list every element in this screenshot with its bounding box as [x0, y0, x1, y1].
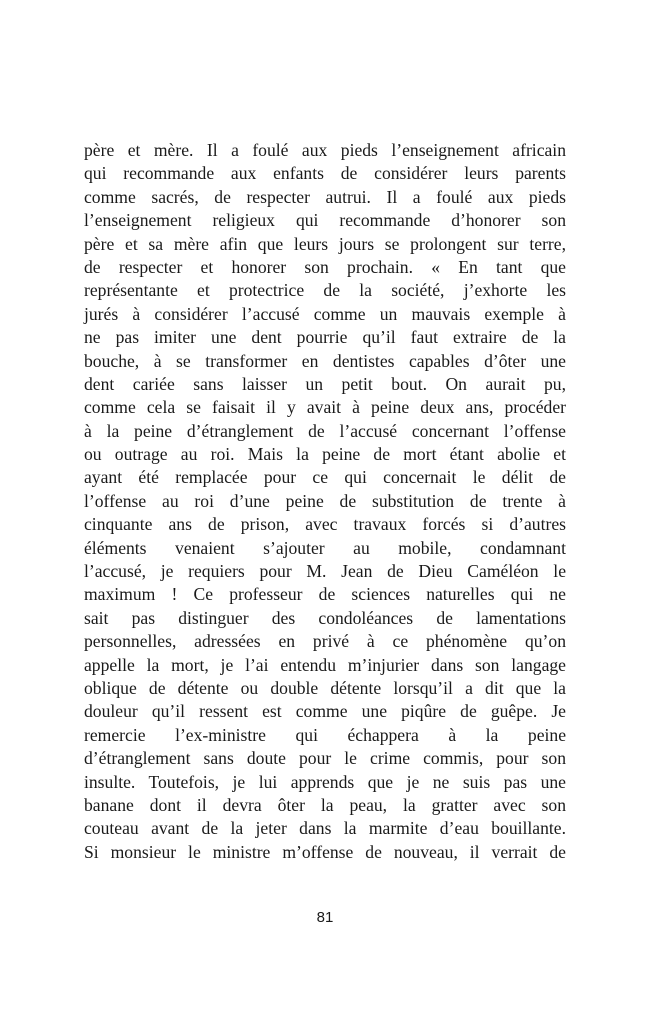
text-line: de respecter et honorer son prochain. « En tant que: [84, 256, 566, 277]
text-line: d’étranglement sans doute pour le crime commis, pour son: [84, 748, 566, 769]
text-line: oblique de détente ou double détente lorsqu’il a dit que la: [84, 677, 566, 698]
text-line: père et sa mère afin que leurs jours se prolongent sur terre,: [84, 233, 566, 254]
text-line: cinquante ans de prison, avec travaux forcés si d’autres: [84, 514, 566, 535]
text-line: l’offense au roi d’une peine de substitution de trente à: [84, 490, 566, 511]
text-line: jurés à considérer l’accusé comme un mauvais exemple à: [84, 303, 566, 324]
text-line: à la peine d’étranglement de l’accusé concernant l’offense: [84, 420, 566, 441]
text-line: Si monsieur le ministre m’offense de nouveau, il verrait de: [84, 841, 566, 862]
text-line: couteau avant de la jeter dans la marmite d’eau bouillante.: [84, 818, 566, 839]
text-line: ou outrage au roi. Mais la peine de mort étant abolie et: [84, 444, 566, 465]
page-number: 81: [316, 909, 334, 926]
text-line: ayant été remplacée pour ce qui concernait le délit de: [84, 467, 566, 488]
body-text: [84, 139, 566, 864]
text-line: insulte. Toutefois, je lui apprends que je ne suis pas une: [84, 771, 566, 792]
text-line: appelle la mort, je l’ai entendu m’injurier dans son langage: [84, 654, 566, 675]
text-line: l’accusé, je requiers pour M. Jean de Dieu Caméléon le: [84, 561, 566, 582]
text-line: personnelles, adressées en privé à ce phénomène qu’on: [84, 631, 566, 652]
text-line: remercie l’ex-ministre qui échappera à la peine: [84, 724, 566, 745]
text-line: représentante et protectrice de la société, j’exhorte les: [84, 280, 566, 301]
text-line: douleur qu’il ressent est comme une piqûre de guêpe. Je: [84, 701, 566, 722]
text-line: ne pas imiter une dent pourrie qu’il faut extraire de la: [84, 327, 566, 348]
text-line: éléments venaient s’ajouter au mobile, condamnant: [84, 537, 566, 558]
text-line: maximum ! Ce professeur de sciences naturelles qui ne: [84, 584, 566, 605]
text-line: dent cariée sans laisser un petit bout. On aurait pu,: [84, 373, 566, 394]
text-line: l’enseignement religieux qui recommande d’honorer son: [84, 210, 566, 231]
text-line: père et mère. Il a foulé aux pieds l’enseignement africain: [84, 140, 566, 160]
text-line: banane dont il devra ôter la peau, la gratter avec son: [84, 794, 566, 815]
text-line: sait pas distinguer des condoléances de lamentations: [84, 607, 566, 628]
text-line: qui recommande aux enfants de considérer leurs parents: [84, 163, 566, 184]
text-line: comme cela se faisait il y avait à peine deux ans, procéder: [84, 397, 566, 418]
text-line: comme sacrés, de respecter autrui. Il a foulé aux pieds: [84, 186, 566, 207]
text-line: bouche, à se transformer en dentistes capables d’ôter une: [84, 350, 566, 371]
